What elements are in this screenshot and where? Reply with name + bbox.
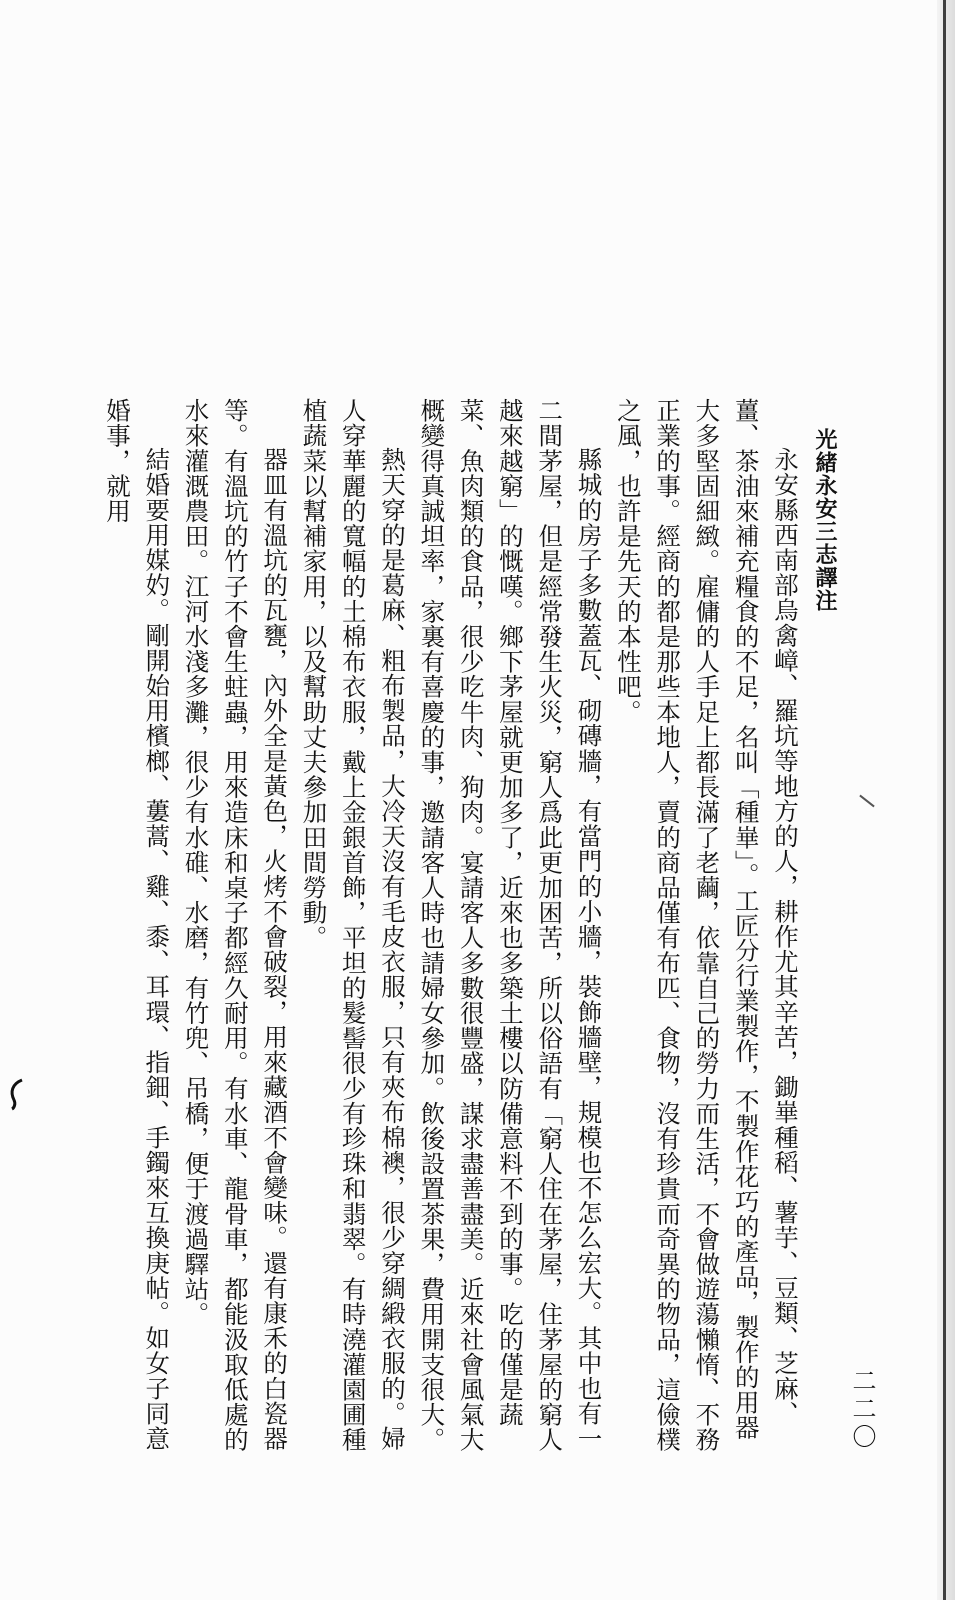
binding-line (943, 0, 946, 1600)
scan-mark-slash (859, 795, 874, 808)
paragraph-utensils: 器皿有溫坑的瓦甕，內外全是黃色，火烤不會破裂，用來藏酒不會變味。還有康禾的白瓷器等。有溫坑的竹子不會生蛀蟲，用來造床和桌子都經久耐用。有水車、龍骨車，都能汲取低處的水來灌溉農田。江河水淺多灘，很少有水碓、水磨，有竹兜、吊橋，便于渡過驛站。 (181, 398, 290, 1453)
page-number: 二二〇 (848, 1368, 876, 1452)
paragraph-farming: 永安縣西南部烏禽嶂、羅坑等地方的人，耕作尤其辛苦，鋤崋種稻、薯芋、豆類、芝麻、薑、茶油來補充糧食的不足，名叫「種崋」。工匠分行業製作，不製作花巧的產品，製作的用器大多堅固細緻。雇傭的人手足上都長滿了老繭，依靠自己的勞力而生活，不會做遊蕩懶惰、不務正業的事。經商的都是那些本地人，賣的商品僅有布匹、食物，沒有珍貴而奇異的物品，這儉樸之風，也許是先天的本性吧。 (613, 398, 800, 1453)
running-header-title: 光緒永安三志譯注 (812, 428, 838, 612)
scan-mark-curl (8, 1078, 26, 1110)
page-edge-shadow (937, 0, 955, 1600)
vertical-body-text (102, 398, 805, 1458)
paragraph-marriage: 結婚要用媒妁。剛開始用檳榔、蔞蒿、雞、黍、耳環、指鈿、手鐲來互換庚帖。如女子同意婚事，就用 (102, 398, 172, 1451)
paragraph-housing: 縣城的房子多數蓋瓦、砌磚牆，有當門的小牆，裝飾牆壁，規模也不怎么宏大。其中也有一二間茅屋，但是經常發生火災，窮人爲此更加困苦，所以俗語有「窮人住在茅屋，住茅屋的窮人越來越窮」的慨嘆。鄉下茅屋就更加多了，近來也多築土樓以防備意料不到的事。吃的僅是蔬菜、魚肉類的食品，很少吃牛肉、狗肉。宴請客人多數很豐盛，謀求盡善盡美。近來社會風氣大概變得真誠坦率，家裏有喜慶的事，邀請客人時也請婦女參加。飲後設置茶果，費用開支很大。 (417, 398, 604, 1453)
paragraph-clothing: 熱天穿的是葛麻、粗布製品，大冷天沒有毛皮衣服，只有夾布棉襖，很少穿綢緞衣服的。婦人穿華麗的寬幅的土棉布衣服，戴上金銀首飾，平坦的髮髻很少有珍珠和翡翠。有時澆灌園圃種植蔬菜以幫補家用，以及幫助丈夫參加田間勞動。 (299, 398, 408, 1453)
